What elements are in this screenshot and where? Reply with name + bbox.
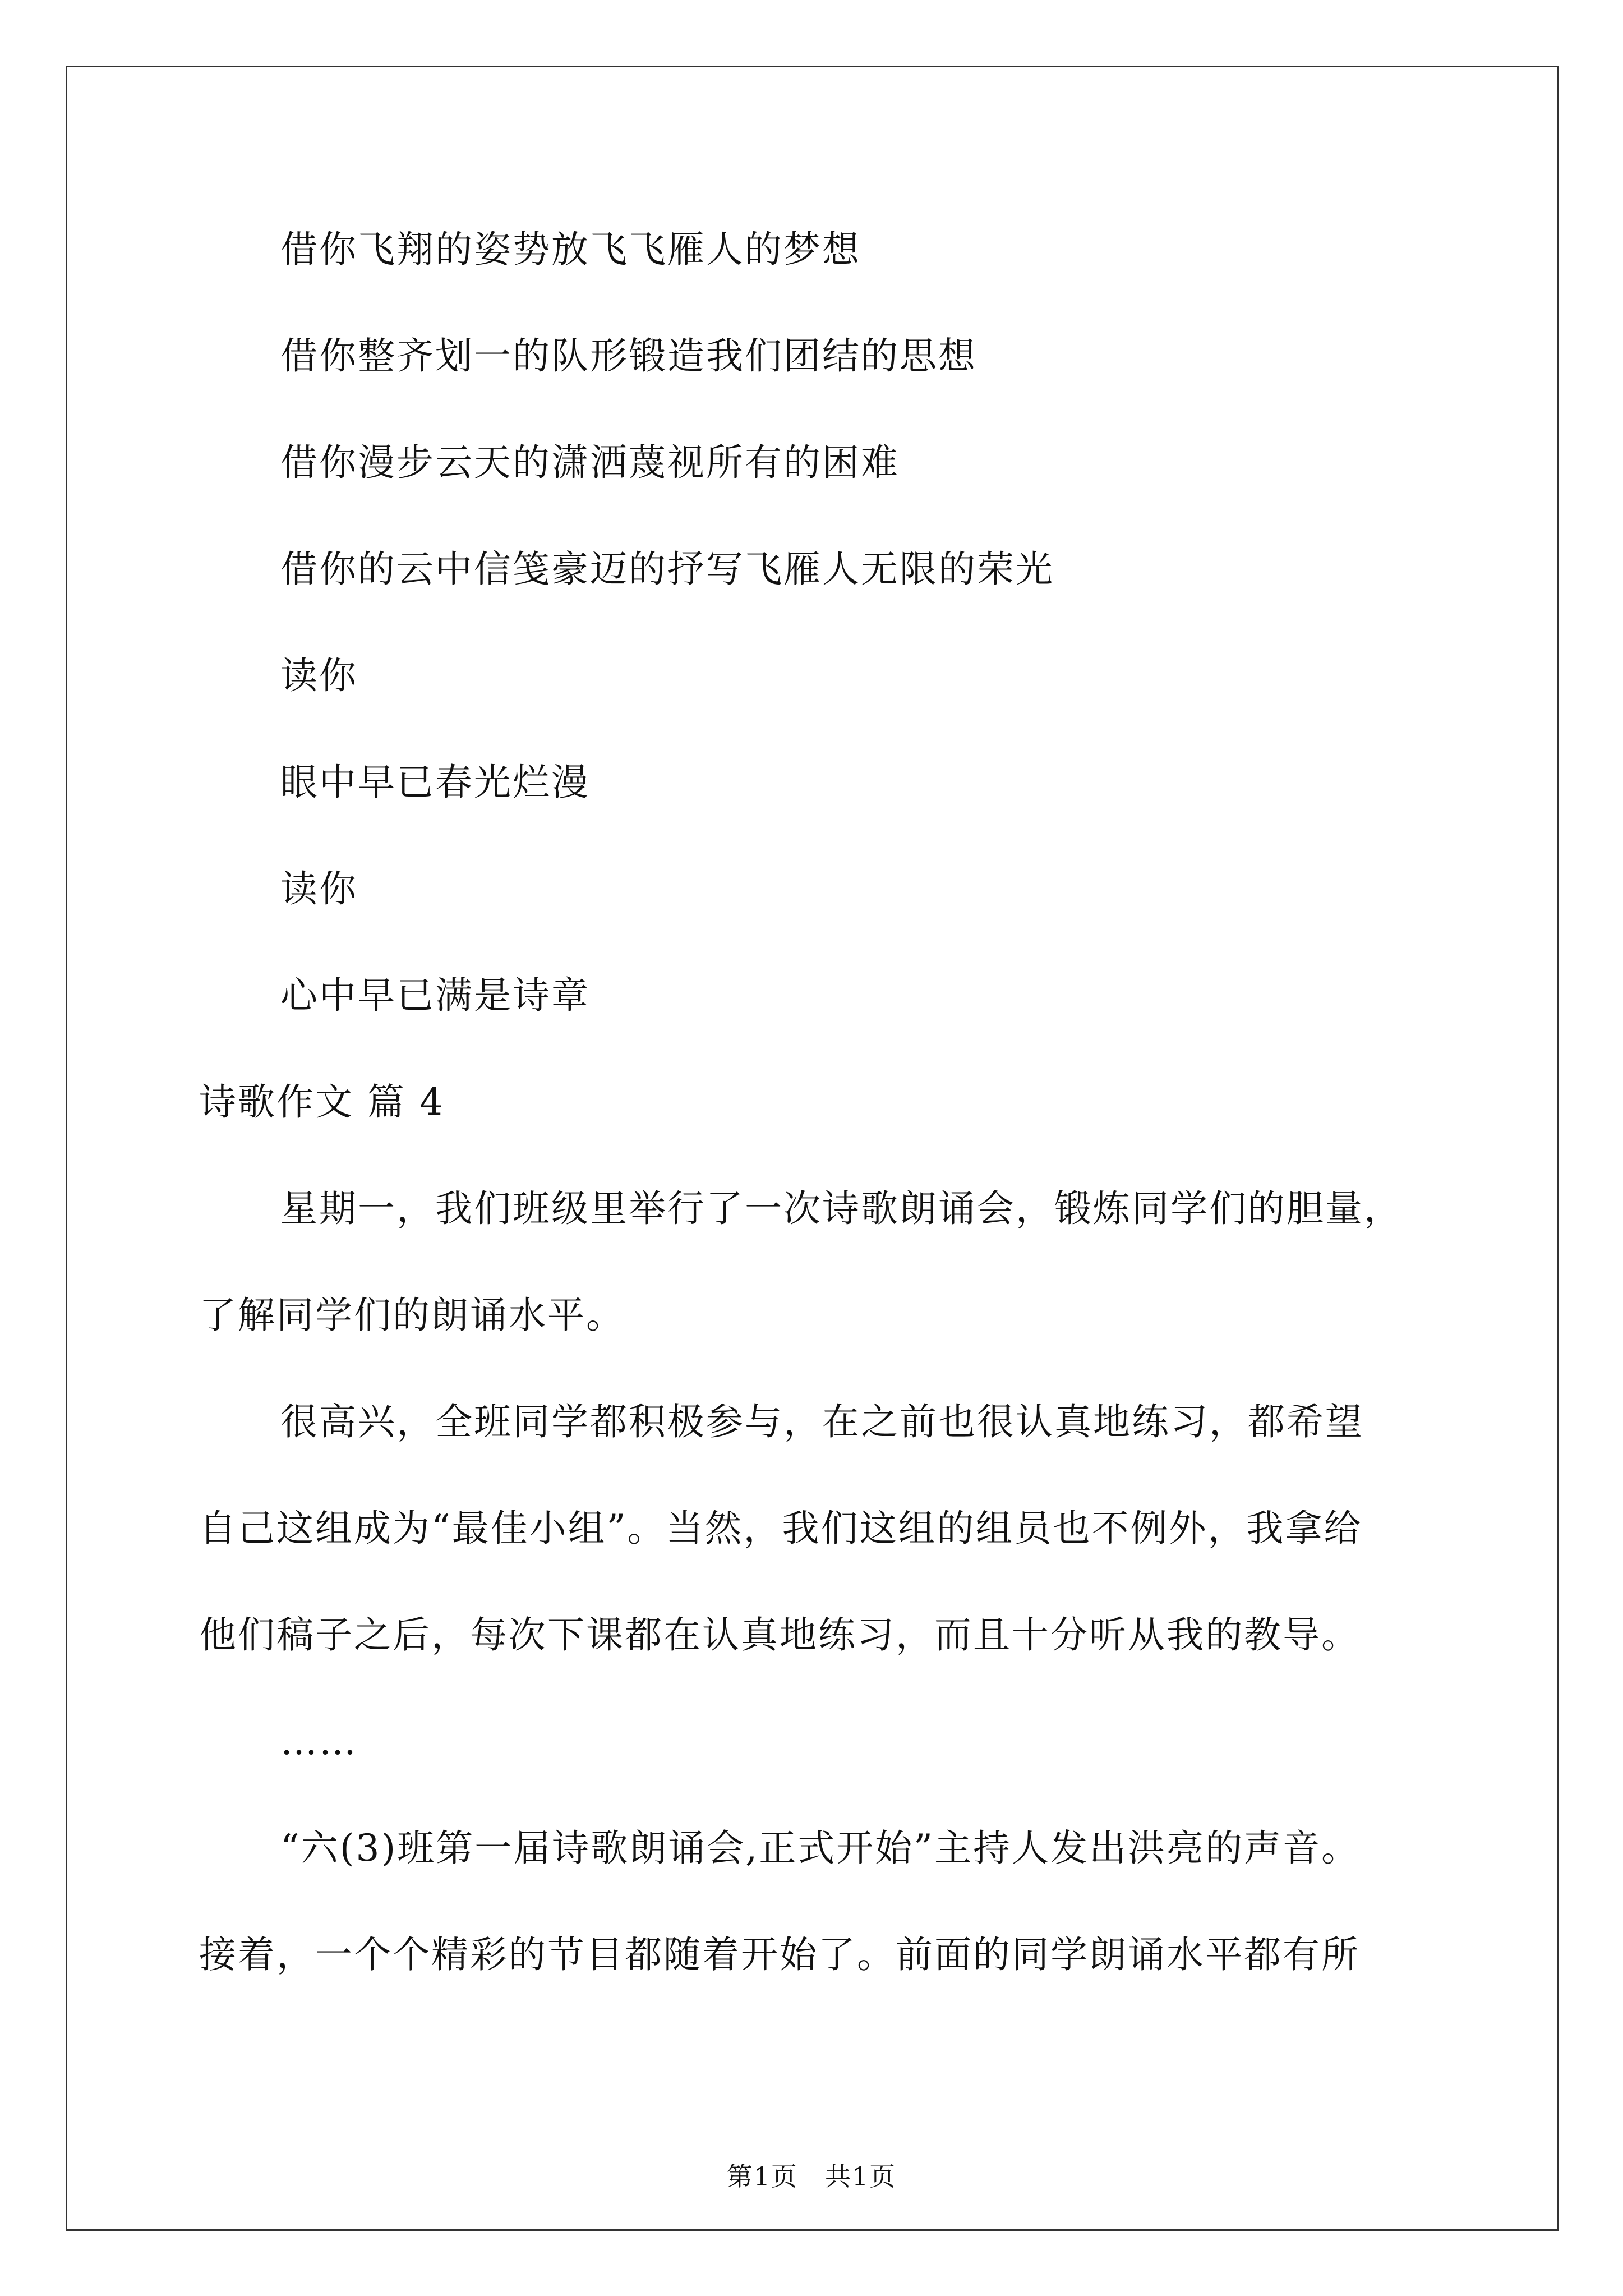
poem-line: 读你	[280, 654, 358, 697]
page-border	[66, 66, 1559, 2231]
paragraph-line: 自己这组成为“最佳小组”。当然，我们这组的组员也不例外，我拿给	[199, 1507, 1363, 1550]
paragraph-line: 接着，一个个精彩的节目都随着开始了。前面的同学朗诵水平都有所	[199, 1933, 1360, 1976]
poem-line: 眼中早已春光烂漫	[280, 761, 590, 804]
paragraph-line: “六(3)班第一届诗歌朗诵会,正式开始”主持人发出洪亮的声音。	[280, 1826, 1360, 1870]
poem-line: 借你飞翔的姿势放飞飞雁人的梦想	[280, 228, 861, 271]
poem-line: 借你的云中信笺豪迈的抒写飞雁人无限的荣光	[280, 547, 1054, 591]
poem-line: 借你整齐划一的队形锻造我们团结的思想	[280, 334, 977, 378]
ellipsis-line: ……	[280, 1720, 358, 1763]
page-footer: 第1页 共1页	[726, 2161, 897, 2192]
poem-line: 心中早已满是诗章	[280, 974, 590, 1017]
paragraph-line: 了解同学们的朗诵水平。	[199, 1294, 625, 1337]
paragraph-line: 他们稿子之后，每次下课都在认真地练习，而且十分听从我的教导。	[199, 1613, 1360, 1657]
poem-line: 借你漫步云天的潇洒蔑视所有的困难	[280, 441, 900, 484]
poem-line: 读你	[280, 867, 358, 910]
section-heading: 诗歌作文 篇 4	[199, 1080, 445, 1124]
paragraph-line: 很高兴，全班同学都积极参与，在之前也很认真地练习，都希望	[280, 1400, 1364, 1443]
paragraph-line: 星期一，我们班级里举行了一次诗歌朗诵会，锻炼同学们的胆量，	[280, 1187, 1403, 1230]
